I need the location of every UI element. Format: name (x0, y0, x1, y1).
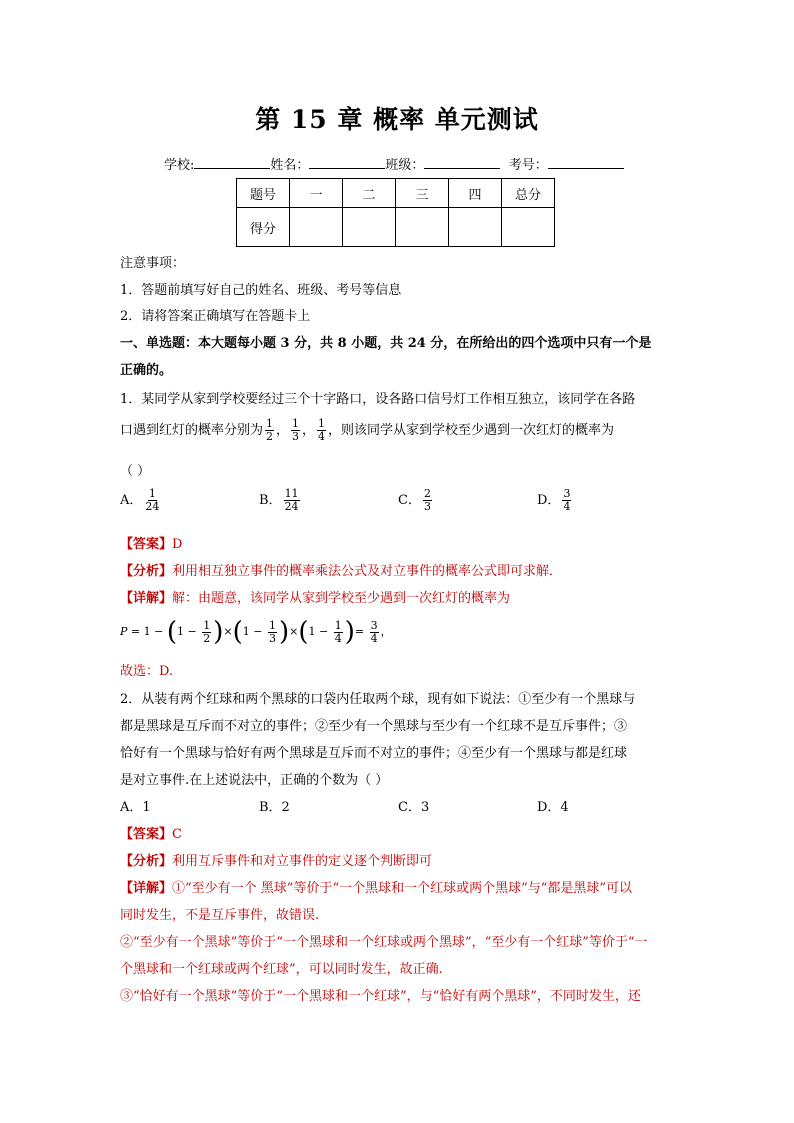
score-cell[interactable] (343, 208, 396, 247)
answer-tag: 【答案】 (120, 537, 173, 552)
notes-heading: 注意事项： (120, 256, 186, 271)
answer-parentheses: （ ） (120, 464, 151, 479)
exam-no-blank[interactable] (548, 154, 624, 169)
name-label: 姓名： (270, 158, 310, 173)
score-table (236, 178, 555, 247)
question-2-text: 2．从装有两个红球和两个黑球的口袋内任取两个球，现有如下说法：①至少有一个黑球与 (120, 692, 636, 707)
option-label: C． (398, 493, 421, 508)
option-d[interactable] (537, 488, 573, 513)
class-label: 班级： (385, 158, 425, 173)
option-b[interactable]: B．2 (259, 800, 290, 815)
question-2-text: 恰好有一个黑球与恰好有两个黑球是互斥而不对立的事件；④至少有一个黑球与都是红球 (120, 746, 628, 761)
note-item: 2．请将答案正确填写在答题卡上 (120, 309, 311, 324)
fraction: $\frac{1}{3}$ (292, 417, 300, 443)
analysis-line (120, 560, 562, 579)
section-heading-cont: 正确的。 (120, 363, 173, 378)
score-cell[interactable] (502, 208, 555, 247)
option-c[interactable]: C．3 (398, 800, 430, 815)
detail-tag: 【详解】 (120, 591, 173, 606)
option-label: D． (537, 493, 561, 508)
student-info-line (164, 154, 624, 173)
option-c[interactable] (398, 488, 434, 513)
analysis-tag: 【分析】 (120, 854, 173, 869)
option-a[interactable]: A．1 (120, 800, 151, 815)
analysis-text: 利用相互独立事件的概率乘法公式及对立事件的概率公式即可求解． (172, 564, 563, 579)
answer-value: D (172, 537, 183, 552)
analysis-tag: 【分析】 (120, 564, 173, 579)
score-header-cell: 四 (449, 179, 502, 208)
detail-line: 同时发生，不是互斥事件，故错误. (120, 908, 320, 923)
fraction: $\frac{3}{4}$ (370, 618, 378, 645)
option-d[interactable]: D．4 (537, 800, 569, 815)
score-header-cell: 二 (343, 179, 396, 208)
option-fraction: $\frac{3}{4}$ (563, 487, 571, 513)
probability-formula: P = 1 − (1 − $\frac{1}{2}$ )×(1 − $\frac{1}{3}$ )×(1 − $\frac{1}{4}$ )= $\frac{3}{4}$ ， (120, 617, 392, 647)
option-fraction: $\frac{11}{24}$ (284, 487, 299, 513)
option-fraction: $\frac{1}{24}$ (145, 487, 160, 513)
detail-line: 个黑球和一个红球或两个红球”，可以同时发生，故正确. (120, 962, 443, 977)
option-label: B． (259, 493, 282, 508)
exam-no-label: 考号： (508, 158, 548, 173)
question-1-text-line2: 口遇到红灯的概率分别为 $\frac{1}{2}$ ， $\frac{1}{3}$ ， $\frac{1}{4}$ ，则该同学从家到学校至少遇到一次红灯的概率为 (120, 417, 615, 443)
name-blank[interactable] (309, 154, 385, 169)
score-cell[interactable] (396, 208, 449, 247)
score-row-label: 得分 (237, 208, 290, 247)
score-cell[interactable] (290, 208, 343, 247)
fraction: $\frac{1}{3}$ (268, 618, 276, 645)
formula-symbol: P (120, 625, 128, 638)
formula-text: = 1 − (130, 625, 164, 638)
option-fraction: $\frac{2}{3}$ (423, 487, 431, 513)
score-table-header-row (237, 179, 555, 208)
question-2-text: 都是黑球是互斥而不对立的事件；②至少有一个黑球与至少有一个红球不是互斥事件；③ (120, 719, 628, 734)
fraction: $\frac{1}{4}$ (334, 618, 342, 645)
detail-line (120, 877, 632, 896)
detail-text: ①“至少有一个 黑球”等价于“一个黑球和一个红球或两个黑球”与“都是黑球”可以 (172, 881, 633, 896)
option-label: A． (120, 493, 143, 508)
analysis-text: 利用互斥事件和对立事件的定义逐个判断即可 (172, 854, 433, 869)
fraction: $\frac{1}{2}$ (266, 417, 274, 443)
fraction: $\frac{1}{4}$ (318, 417, 326, 443)
answer-line (120, 823, 182, 842)
detail-line: ②“至少有一个黑球”等价于“一个黑球和一个红球或两个黑球”，“至少有一个红球”等价于“一 (120, 935, 648, 950)
detail-text: 解：由题意，该同学从家到学校至少遇到一次红灯的概率为 (172, 591, 511, 606)
school-blank[interactable] (194, 154, 270, 169)
detail-tag: 【详解】 (120, 881, 173, 896)
question-1-text-post: ，则该同学从家到学校至少遇到一次红灯的概率为 (328, 423, 615, 438)
option-b[interactable] (259, 488, 302, 513)
score-header-cell: 一 (290, 179, 343, 208)
question-2-text: 是对立事件.在上述说法中，正确的个数为（ ） (120, 773, 389, 788)
fraction: $\frac{1}{2}$ (203, 618, 211, 645)
question-1-text: 1．某同学从家到学校要经过三个十字路口，设各路口信号灯工作相互独立，该同学在各路 (120, 392, 636, 407)
answer-tag: 【答案】 (120, 827, 173, 842)
answer-value: C (172, 827, 182, 842)
score-cell[interactable] (449, 208, 502, 247)
score-header-cell: 三 (396, 179, 449, 208)
page-title: 第 15 章 概率 单元测试 (255, 105, 539, 134)
analysis-line (120, 850, 432, 869)
score-table-score-row (237, 208, 555, 247)
note-item: 1．答题前填写好自己的姓名、班级、考号等信息 (120, 283, 402, 298)
score-header-cell: 题号 (237, 179, 290, 208)
conclusion: 故选：D. (120, 664, 174, 679)
detail-line (120, 587, 510, 606)
school-label: 学校: (164, 158, 195, 173)
class-blank[interactable] (424, 154, 500, 169)
detail-line: ③“恰好有一个黑球”等价于“一个黑球和一个红球”，与“恰好有两个黑球”，不同时发生，还 (120, 989, 641, 1004)
score-header-cell: 总分 (502, 179, 555, 208)
option-a[interactable] (120, 488, 162, 513)
section-heading: 一、单选题：本大题每小题 3 分，共 8 小题，共 24 分，在所给出的四个选项中只有一个是 (120, 336, 652, 351)
answer-line (120, 533, 182, 552)
question-1-text-pre: 口遇到红灯的概率分别为 (120, 423, 264, 438)
